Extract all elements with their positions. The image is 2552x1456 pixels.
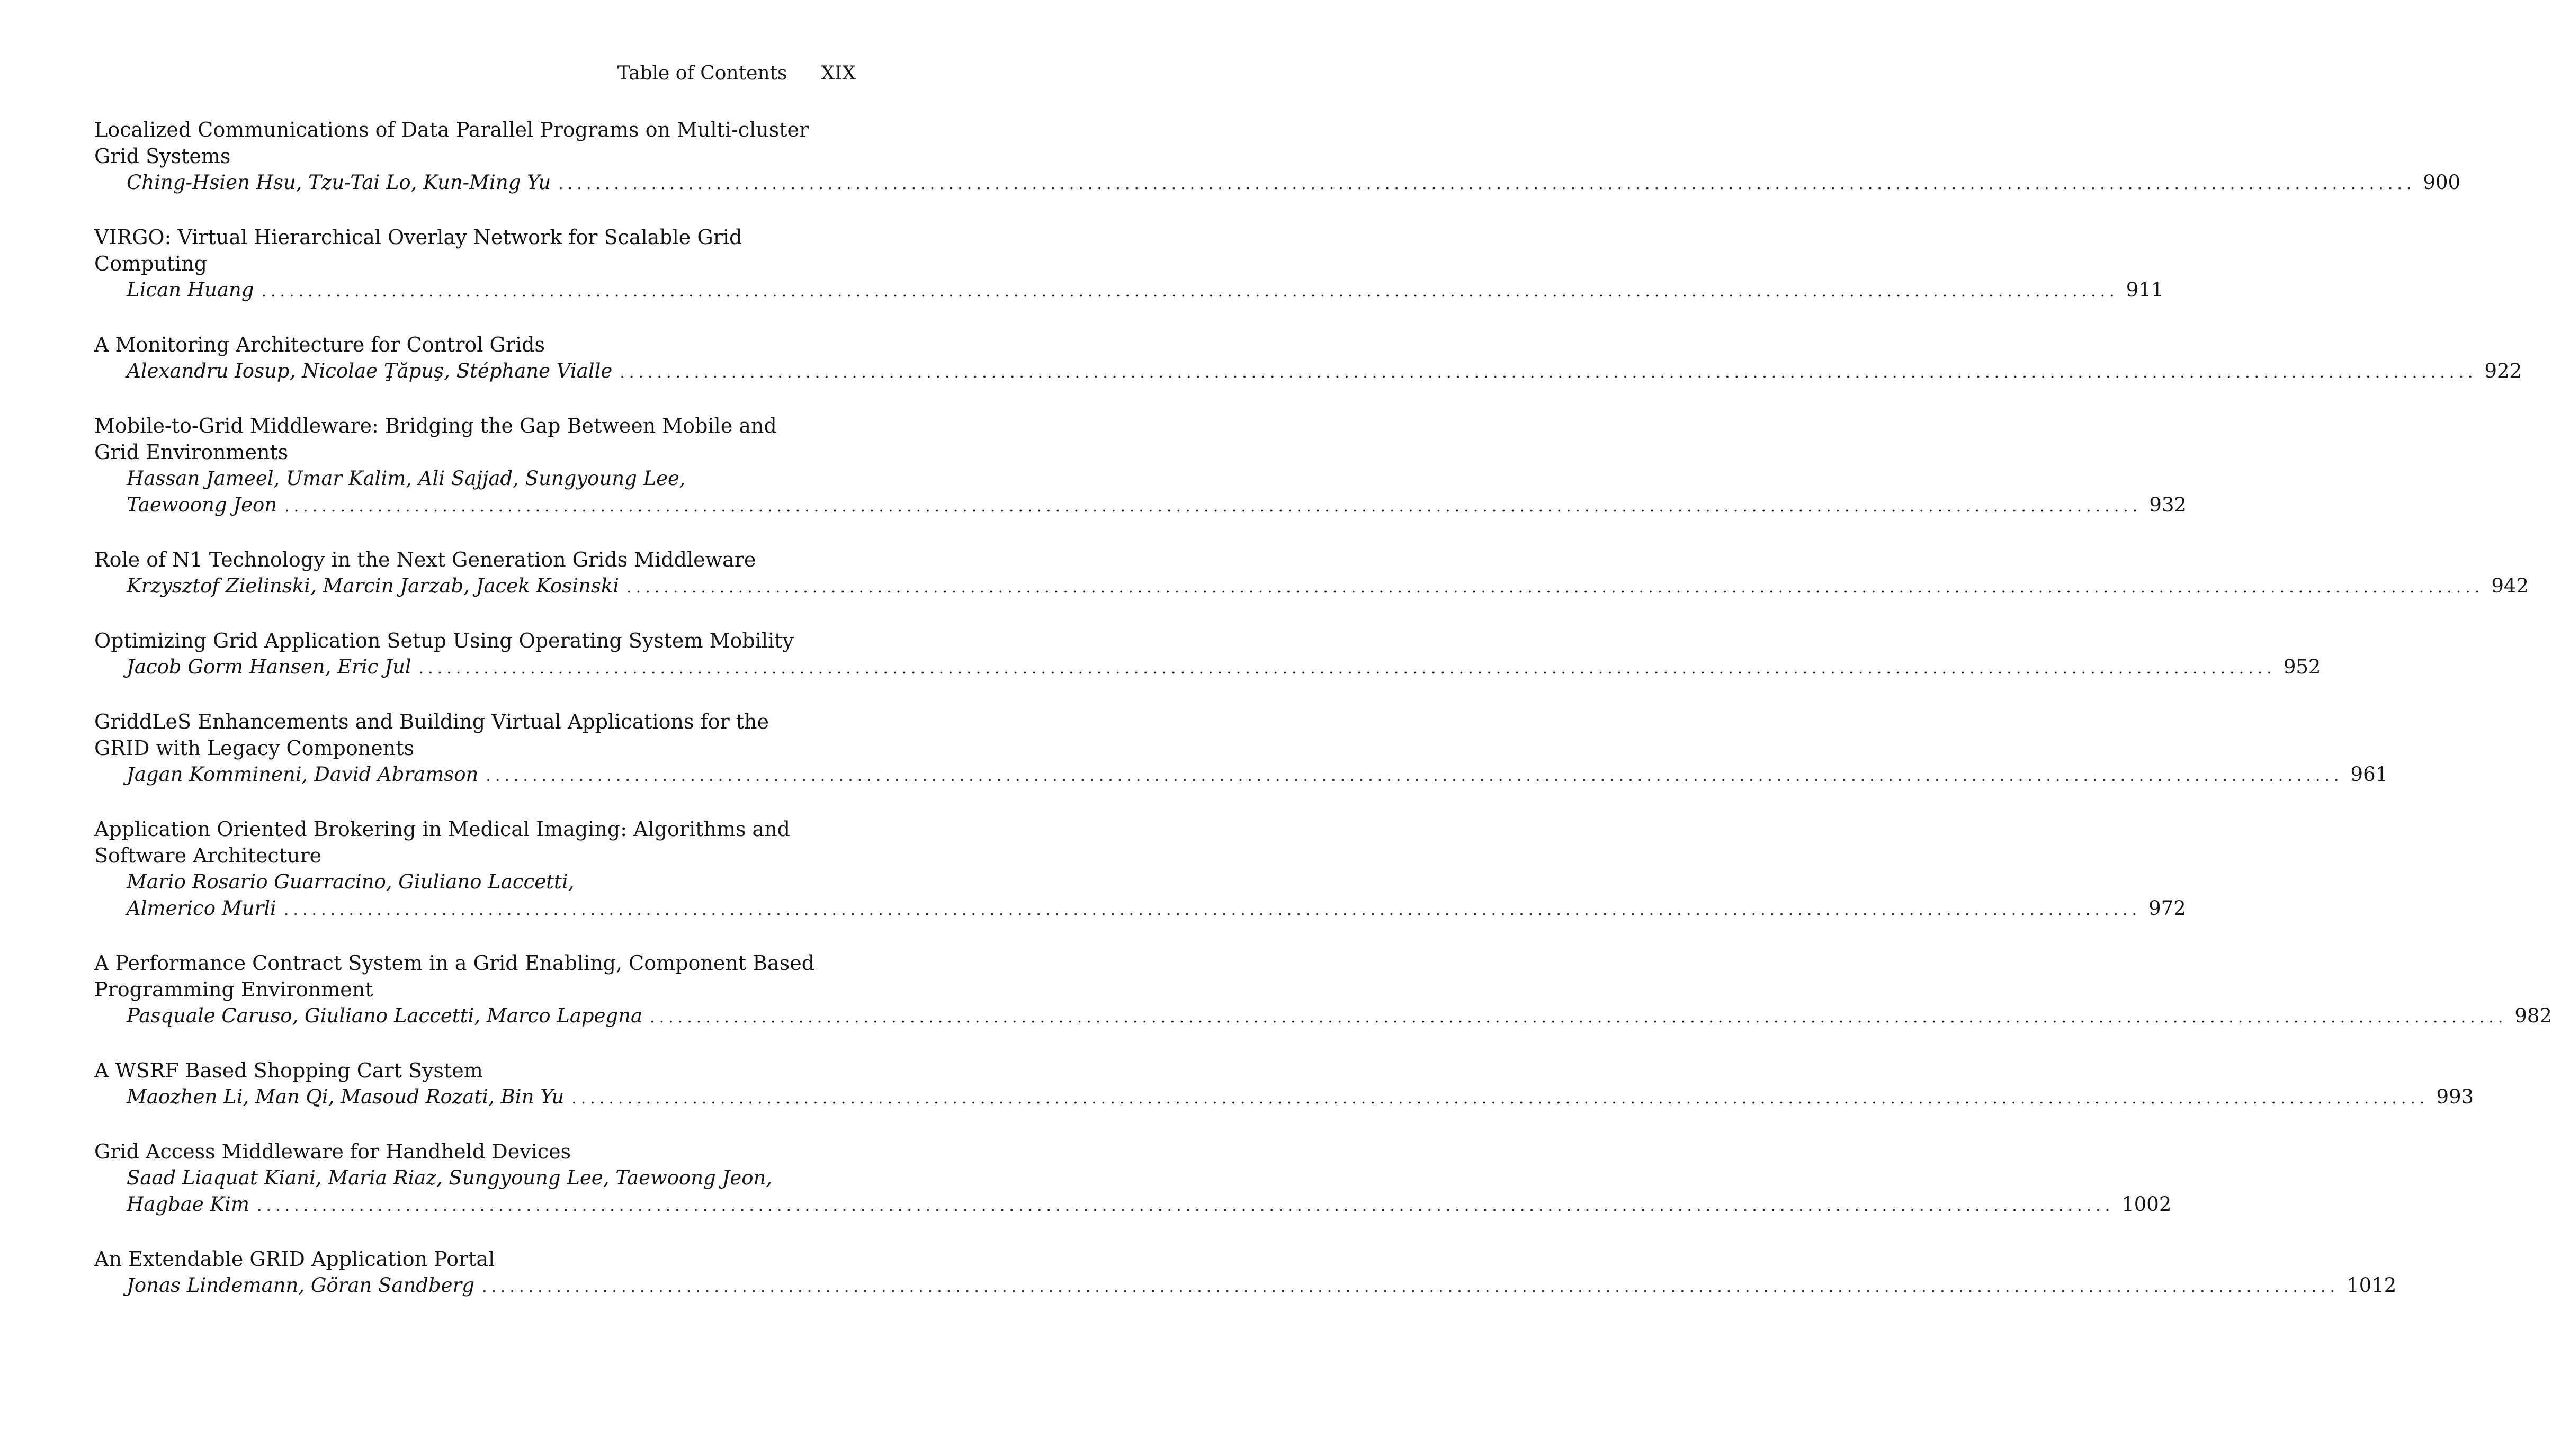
dot-leader: ........................................................................................................................................................................................................ bbox=[283, 901, 2142, 919]
dot-leader: ........................................................................................................................................................................................................ bbox=[571, 1089, 2429, 1108]
entry-authors: Hassan Jameel, Umar Kalim, Ali Sajjad, Sungyoung Lee, bbox=[127, 467, 686, 490]
toc-entry bbox=[94, 331, 2522, 386]
entry-author-row bbox=[94, 169, 2461, 197]
dot-leader: ........................................................................................................................................................................................................ bbox=[650, 1008, 2508, 1027]
entry-page-number: 982 bbox=[2514, 1004, 2552, 1027]
entry-page-number: 961 bbox=[2350, 763, 2388, 786]
entry-title: A WSRF Based Shopping Cart System bbox=[94, 1059, 483, 1082]
entry-authors: Almerico Murli bbox=[127, 897, 276, 920]
entry-author-row bbox=[94, 358, 2522, 386]
entry-title: A Performance Contract System in a Grid Enabling, Component Based bbox=[94, 951, 815, 975]
entry-authors: Hagbae Kim bbox=[127, 1193, 249, 1216]
entry-authors: Lican Huang bbox=[127, 278, 254, 301]
entry-authors: Mario Rosario Guarracino, Giuliano Laccetti, bbox=[127, 870, 575, 893]
entry-author-row bbox=[94, 277, 2164, 305]
toc-entry bbox=[94, 1057, 2474, 1112]
entry-author-row bbox=[94, 1003, 2552, 1031]
entry-title: GRID with Legacy Components bbox=[94, 736, 414, 760]
entry-title: An Extendable GRID Application Portal bbox=[94, 1247, 495, 1271]
entry-page-number: 1012 bbox=[2347, 1274, 2397, 1297]
entry-author-row bbox=[94, 761, 2388, 789]
entry-title: Localized Communications of Data Parallel Programs on Multi-cluster bbox=[94, 118, 809, 141]
entry-author-row bbox=[94, 895, 2186, 923]
toc-entry bbox=[94, 1138, 2172, 1219]
running-head bbox=[0, 62, 856, 89]
entry-author-row bbox=[94, 1084, 2474, 1112]
entry-title: Mobile-to-Grid Middleware: Bridging the Gap Between Mobile and bbox=[94, 414, 777, 437]
toc-entry bbox=[94, 816, 2186, 923]
entry-author-row bbox=[94, 573, 2529, 601]
entry-author-row bbox=[94, 492, 2187, 520]
entry-authors: Alexandru Iosup, Nicolae Ţăpuş, Stéphane Vialle bbox=[127, 359, 613, 382]
entry-author-row bbox=[94, 654, 2321, 682]
entry-page-number: 942 bbox=[2491, 574, 2529, 597]
entry-page-number: 1002 bbox=[2121, 1193, 2172, 1216]
entry-title: Computing bbox=[94, 252, 208, 275]
entry-title: Grid Systems bbox=[94, 145, 231, 168]
entry-title: Programming Environment bbox=[94, 978, 373, 1001]
dot-leader: ........................................................................................................................................................................................................ bbox=[261, 282, 2119, 301]
toc-entry bbox=[94, 1246, 2397, 1300]
entry-authors: Maozhen Li, Man Qi, Masoud Rozati, Bin Yu bbox=[127, 1085, 565, 1108]
entry-authors: Jacob Gorm Hansen, Eric Jul bbox=[127, 655, 411, 678]
toc-entry bbox=[94, 546, 2529, 601]
dot-leader: ........................................................................................................................................................................................................ bbox=[626, 578, 2484, 597]
dot-leader: ........................................................................................................................................................................................................ bbox=[256, 1197, 2115, 1215]
entry-title: VIRGO: Virtual Hierarchical Overlay Network for Scalable Grid bbox=[94, 226, 742, 249]
entry-authors: Pasquale Caruso, Giuliano Laccetti, Marco Lapegna bbox=[127, 1004, 643, 1027]
entry-authors: Jonas Lindemann, Göran Sandberg bbox=[127, 1274, 474, 1297]
toc-entry bbox=[94, 708, 2388, 789]
entry-page-number: 911 bbox=[2126, 278, 2164, 301]
dot-leader: ........................................................................................................................................................................................................ bbox=[486, 767, 2343, 785]
entry-title: Role of N1 Technology in the Next Generation Grids Middleware bbox=[94, 548, 756, 571]
entry-authors: Saad Liaquat Kiani, Maria Riaz, Sungyoung Lee, Taewoong Jeon, bbox=[127, 1166, 773, 1189]
running-head-title: Table of Contents bbox=[617, 62, 787, 84]
entry-title: Grid Environments bbox=[94, 441, 289, 464]
entry-title: Software Architecture bbox=[94, 844, 322, 867]
running-head-page-number: XIX bbox=[821, 62, 856, 84]
entry-authors: Krzysztof Zielinski, Marcin Jarzab, Jacek Kosinski bbox=[127, 574, 620, 597]
toc-entry bbox=[94, 412, 2187, 520]
table-of-contents bbox=[94, 116, 2552, 1327]
entry-title: Application Oriented Brokering in Medical Imaging: Algorithms and bbox=[94, 817, 791, 841]
entry-page-number: 993 bbox=[2436, 1085, 2474, 1108]
dot-leader: ........................................................................................................................................................................................................ bbox=[418, 659, 2276, 678]
entry-author-row bbox=[94, 1272, 2397, 1300]
entry-authors: Taewoong Jeon bbox=[127, 493, 277, 516]
entry-page-number: 932 bbox=[2149, 493, 2187, 516]
entry-page-number: 952 bbox=[2283, 655, 2321, 678]
entry-author-row bbox=[94, 1191, 2172, 1219]
entry-title: GriddLeS Enhancements and Building Virtual Applications for the bbox=[94, 710, 769, 733]
dot-leader: ........................................................................................................................................................................................................ bbox=[284, 497, 2142, 516]
toc-entry bbox=[94, 116, 2461, 197]
entry-page-number: 972 bbox=[2148, 897, 2186, 920]
dot-leader: ........................................................................................................................................................................................................ bbox=[620, 363, 2477, 382]
entry-page-number: 922 bbox=[2484, 359, 2522, 382]
entry-title: Grid Access Middleware for Handheld Devices bbox=[94, 1140, 571, 1163]
toc-entry bbox=[94, 627, 2321, 682]
toc-entry bbox=[94, 224, 2164, 305]
entry-authors: Jagan Kommineni, David Abramson bbox=[127, 763, 479, 786]
entry-authors: Ching-Hsien Hsu, Tzu-Tai Lo, Kun-Ming Yu bbox=[127, 171, 551, 194]
dot-leader: ........................................................................................................................................................................................................ bbox=[558, 175, 2416, 193]
toc-entry bbox=[94, 950, 2552, 1031]
entry-title: Optimizing Grid Application Setup Using Operating System Mobility bbox=[94, 629, 794, 652]
dot-leader: ........................................................................................................................................................................................................ bbox=[481, 1278, 2340, 1296]
entry-page-number: 900 bbox=[2423, 171, 2461, 194]
entry-title: A Monitoring Architecture for Control Grids bbox=[94, 333, 545, 356]
